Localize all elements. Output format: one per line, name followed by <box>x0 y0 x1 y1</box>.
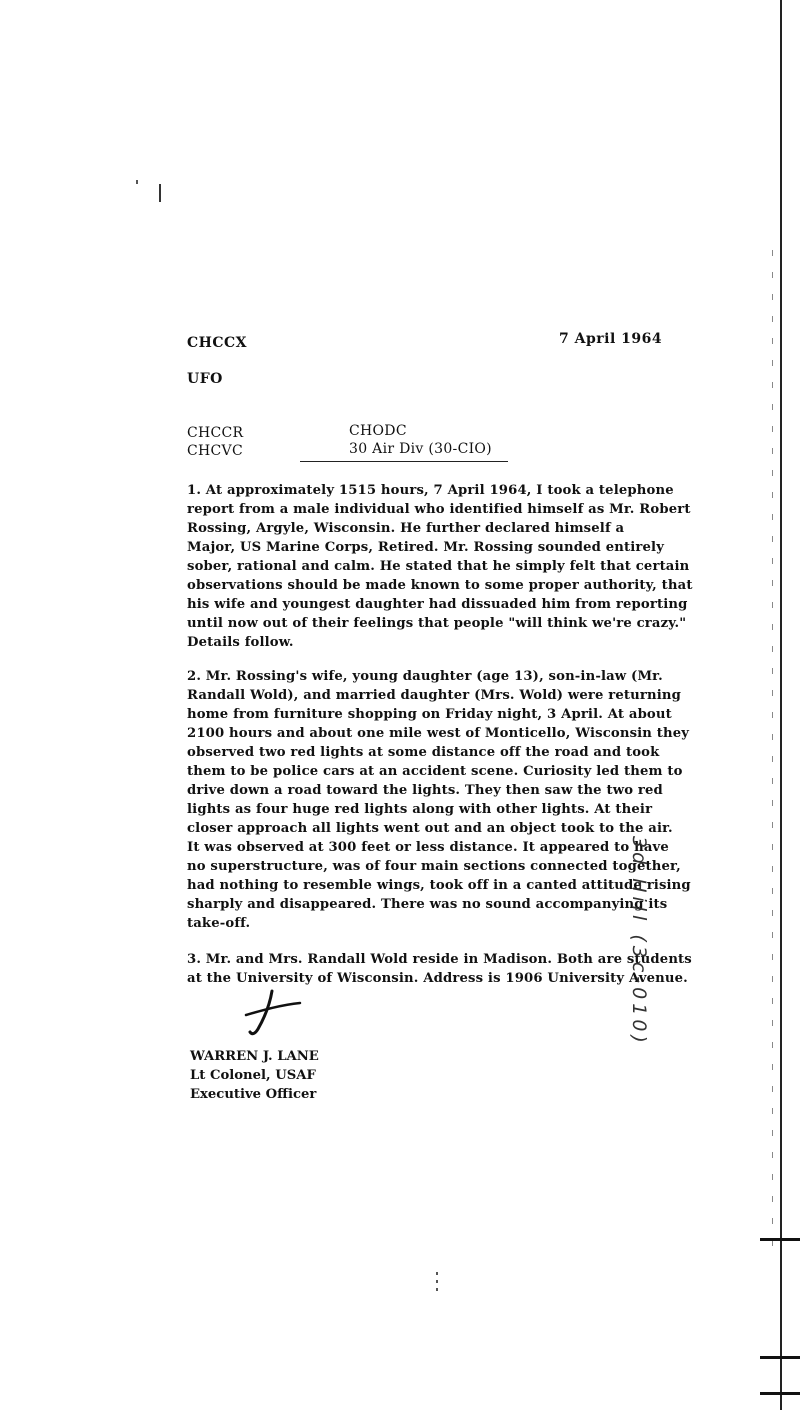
text-line: sober, rational and calm. He stated that he simply felt that certain <box>187 559 690 574</box>
from-office-1: CHCCR <box>187 425 244 441</box>
text-line: 1. At approximately 1515 hours, 7 April 1964, I took a telephone <box>187 483 674 498</box>
signer-name: WARREN J. LANE <box>190 1049 319 1064</box>
scan-edge-tick <box>760 1238 800 1241</box>
text-line: his wife and youngest daughter had dissuaded him from reporting <box>187 597 688 612</box>
margin-annotation: 3d Hill (3c-010) <box>628 836 650 1047</box>
text-line: had nothing to resemble wings, took off in a canted attitude rising <box>187 878 691 893</box>
text-line: closer approach all lights went out and an object took to the air. <box>187 821 673 836</box>
text-line: Randall Wold), and married daughter (Mrs. Wold) were returning <box>187 688 682 703</box>
text-line: take-off. <box>187 916 251 931</box>
text-line: lights as four huge red lights along with other lights. At their <box>187 802 653 817</box>
scan-mark <box>159 184 161 202</box>
text-line: drive down a road toward the lights. They then saw the two red <box>187 783 663 798</box>
text-line: home from furniture shopping on Friday night, 3 April. At about <box>187 707 672 722</box>
signature-mark <box>240 985 310 1040</box>
paragraph-1 <box>187 481 693 652</box>
text-line: until now out of their feelings that people "will think we're crazy." <box>187 616 687 631</box>
text-line: sharply and disappeared. There was no sound accompanying its <box>187 897 668 912</box>
text-line: 2100 hours and about one mile west of Monticello, Wisconsin they <box>187 726 690 741</box>
scan-edge-tick <box>760 1392 800 1395</box>
signature-block <box>190 1047 319 1104</box>
text-line: Details follow. <box>187 635 294 650</box>
signer-rank: Lt Colonel, USAF <box>190 1068 316 1083</box>
text-line: at the University of Wisconsin. Address is 1906 University Avenue. <box>187 971 688 986</box>
document-date: 7 April 1964 <box>559 331 663 347</box>
scan-speck <box>436 1280 438 1283</box>
paragraph-2 <box>187 667 691 933</box>
text-line: report from a male individual who identified himself as Mr. Robert <box>187 502 691 517</box>
text-line: observations should be made known to some proper authority, that <box>187 578 693 593</box>
routing-underline <box>300 461 508 462</box>
scan-speck <box>436 1272 438 1275</box>
text-line: Major, US Marine Corps, Retired. Mr. Rossing sounded entirely <box>187 540 665 555</box>
text-line: them to be police cars at an accident scene. Curiosity led them to <box>187 764 683 779</box>
signer-title: Executive Officer <box>190 1087 317 1102</box>
scan-speck <box>136 180 138 184</box>
text-line: Rossing, Argyle, Wisconsin. He further declared himself a <box>187 521 625 536</box>
scan-speck <box>436 1288 438 1291</box>
from-office-2: CHCVC <box>187 443 243 459</box>
subject-line: UFO <box>187 371 223 387</box>
scan-edge-line <box>780 0 782 1410</box>
to-office-2: 30 Air Div (30-CIO) <box>349 441 492 457</box>
to-office-1: CHODC <box>349 423 407 439</box>
scan-edge-dash <box>772 250 773 1250</box>
office-symbol: CHCCX <box>187 335 248 351</box>
text-line: It was observed at 300 feet or less distance. It appeared to have <box>187 840 669 855</box>
paragraph-3 <box>187 950 692 988</box>
scan-edge-tick <box>760 1356 800 1359</box>
text-line: no superstructure, was of four main sections connected together, <box>187 859 681 874</box>
text-line: 3. Mr. and Mrs. Randall Wold reside in Madison. Both are students <box>187 952 692 967</box>
text-line: 2. Mr. Rossing's wife, young daughter (age 13), son-in-law (Mr. <box>187 669 663 684</box>
text-line: observed two red lights at some distance off the road and took <box>187 745 660 760</box>
